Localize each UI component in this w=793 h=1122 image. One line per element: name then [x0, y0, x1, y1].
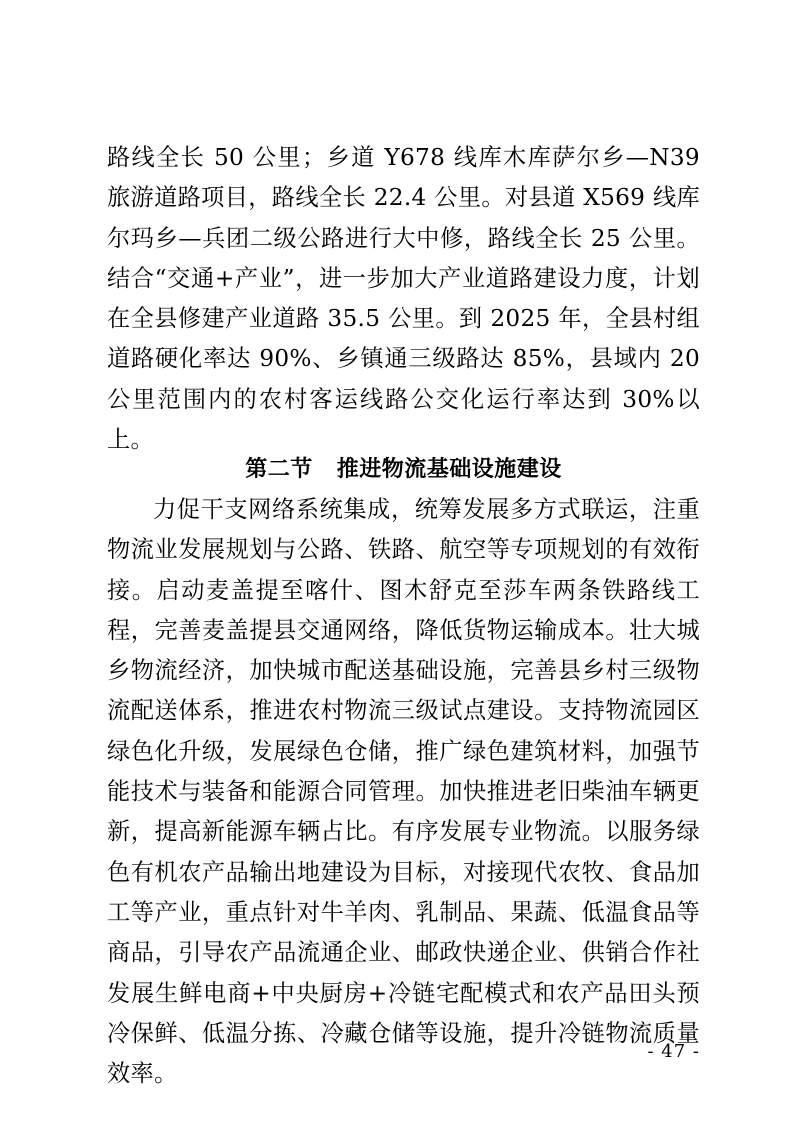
body-paragraph-road-construction: 路线全长 50 公里；乡道 Y678 线库木库萨尔乡—N39 旅游道路项目，路线全长 22.4 公里。对县道 X569 线库尔玛乡—兵团二级公路进行大中修，路线全长 25 公里。结合“交通+产业”，进一步加大产业道路建设力度，计划在全县修建产业道路 35.5 公里。到 2025 年，全县村组道路硬化率达 90%、乡镇通三级路达 85%，县域内 20 公里范围内的农村客运线路公交化运行率达到 30%以上。	[107, 144, 700, 454]
body-paragraph-logistics: 力促干支网络系统集成，统筹发展多方式联运，注重物流业发展规划与公路、铁路、航空等专项规划的有效衔接。启动麦盖提至喀什、图木舒克至莎车两条铁路线工程，完善麦盖提县交通网络，降低货物运输成本。壮大城乡物流经济，加快城市配送基础设施，完善县乡村三级物流配送体系，推进农村物流三级试点建设。支持物流园区绿色化升级，发展绿色仓储，推广绿色建筑材料，加强节能技术与装备和能源合同管理。加快推进老旧柴油车辆更新，提高新能源车辆占比。有序发展专业物流。以服务绿色有机农产品输出地建设为目标，对接现代农牧、食品加工等产业，重点针对牛羊肉、乳制品、果蔬、低温食品等商品，引导农产品流通企业、邮政快递企业、供销合作社发展生鲜电商+中央厨房+冷链宅配模式和农产品田头预冷保鲜、低温分拣、冷藏仓储等设施，提升冷链物流质量效率。	[107, 496, 700, 1088]
page-number: - 47 -	[647, 1041, 700, 1062]
section-title: 推进物流基础设施建设	[336, 457, 562, 482]
section-number: 第二节	[245, 457, 313, 482]
section-heading	[107, 450, 700, 490]
